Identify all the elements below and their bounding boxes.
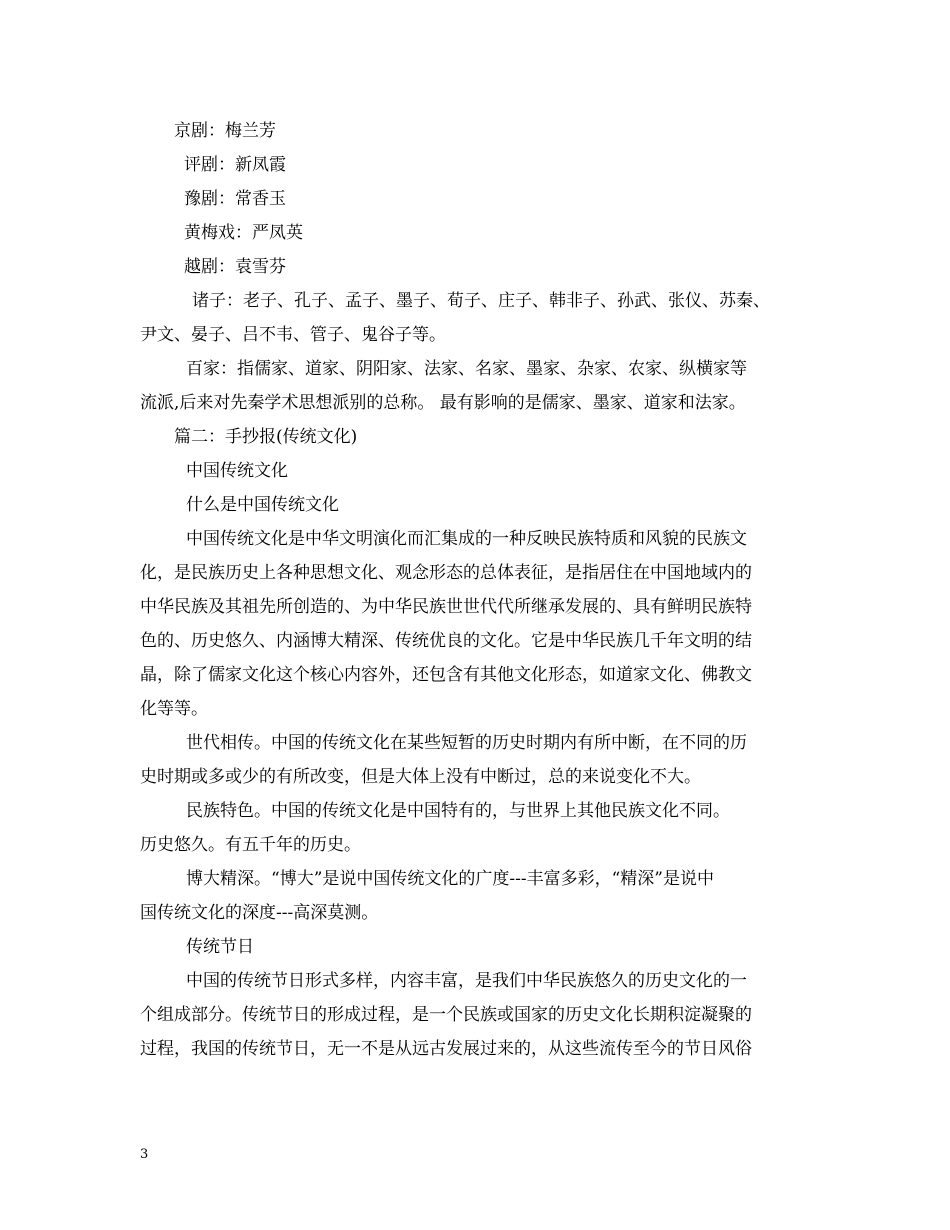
page-body xyxy=(140,114,840,1066)
section-heading: 传统节日 xyxy=(186,937,254,957)
text-line: 流派,后来对先秦学术思想派别的总称。 最有影响的是儒家、墨家、道家和法家。 xyxy=(140,393,746,413)
section-heading: 篇二：手抄报(传统文化) xyxy=(174,427,358,447)
text-line: 晶，除了儒家文化这个核心内容外，还包含有其他文化形态，如道家文化、佛教文 xyxy=(140,665,752,685)
text-line: 博大精深。“博大”是说中国传统文化的广度---丰富多彩，“精深”是说中 xyxy=(186,869,714,889)
text-line: 尹文、晏子、吕不韦、管子、鬼谷子等。 xyxy=(140,325,446,345)
text-line: 民族特色。中国的传统文化是中国特有的，与世界上其他民族文化不同。 xyxy=(186,801,730,821)
text-line: 黄梅戏：严凤英 xyxy=(184,223,303,243)
text-line: 历史悠久。有五千年的历史。 xyxy=(140,835,361,855)
text-line: 色的、历史悠久、内涵博大精深、传统优良的文化。它是中华民族几千年文明的结 xyxy=(140,631,752,651)
section-heading: 什么是中国传统文化 xyxy=(186,495,339,515)
text-line: 诸子：老子、孔子、孟子、墨子、荀子、庄子、韩非子、孙武、张仪、苏秦、 xyxy=(192,291,770,311)
text-line: 豫剧：常香玉 xyxy=(184,189,286,209)
text-line: 世代相传。中国的传统文化在某些短暂的历史时期内有所中断，在不同的历 xyxy=(186,733,747,753)
page-number: 3 xyxy=(140,1147,149,1162)
text-line: 过程，我国的传统节日，无一不是从远古发展过来的，从这些流传至今的节日风俗 xyxy=(140,1039,752,1059)
text-line: 化等等。 xyxy=(140,699,208,719)
text-line: 京剧：梅兰芳 xyxy=(174,121,276,141)
text-line: 评剧：新凤霞 xyxy=(184,155,286,175)
text-line: 国传统文化的深度---高深莫测。 xyxy=(140,903,379,923)
text-line: 个组成部分。传统节日的形成过程，是一个民族或国家的历史文化长期积淀凝聚的 xyxy=(140,1005,752,1025)
text-line: 史时期或多或少的有所改变，但是大体上没有中断过，总的来说变化不大。 xyxy=(140,767,701,787)
text-line: 百家：指儒家、道家、阴阳家、法家、名家、墨家、杂家、农家、纵横家等 xyxy=(186,359,747,379)
text-line: 中华民族及其祖先所创造的、为中华民族世世代代所继承发展的、具有鲜明民族特 xyxy=(140,597,752,617)
text-line: 中国的传统节日形式多样，内容丰富，是我们中华民族悠久的历史文化的一 xyxy=(186,971,747,991)
text-line: 中国传统文化是中华文明演化而汇集成的一种反映民族特质和风貌的民族文 xyxy=(186,529,747,549)
section-heading: 中国传统文化 xyxy=(186,461,288,481)
text-line: 化，是民族历史上各种思想文化、观念形态的总体表征，是指居住在中国地域内的 xyxy=(140,563,752,583)
text-line: 越剧：袁雪芬 xyxy=(184,257,286,277)
